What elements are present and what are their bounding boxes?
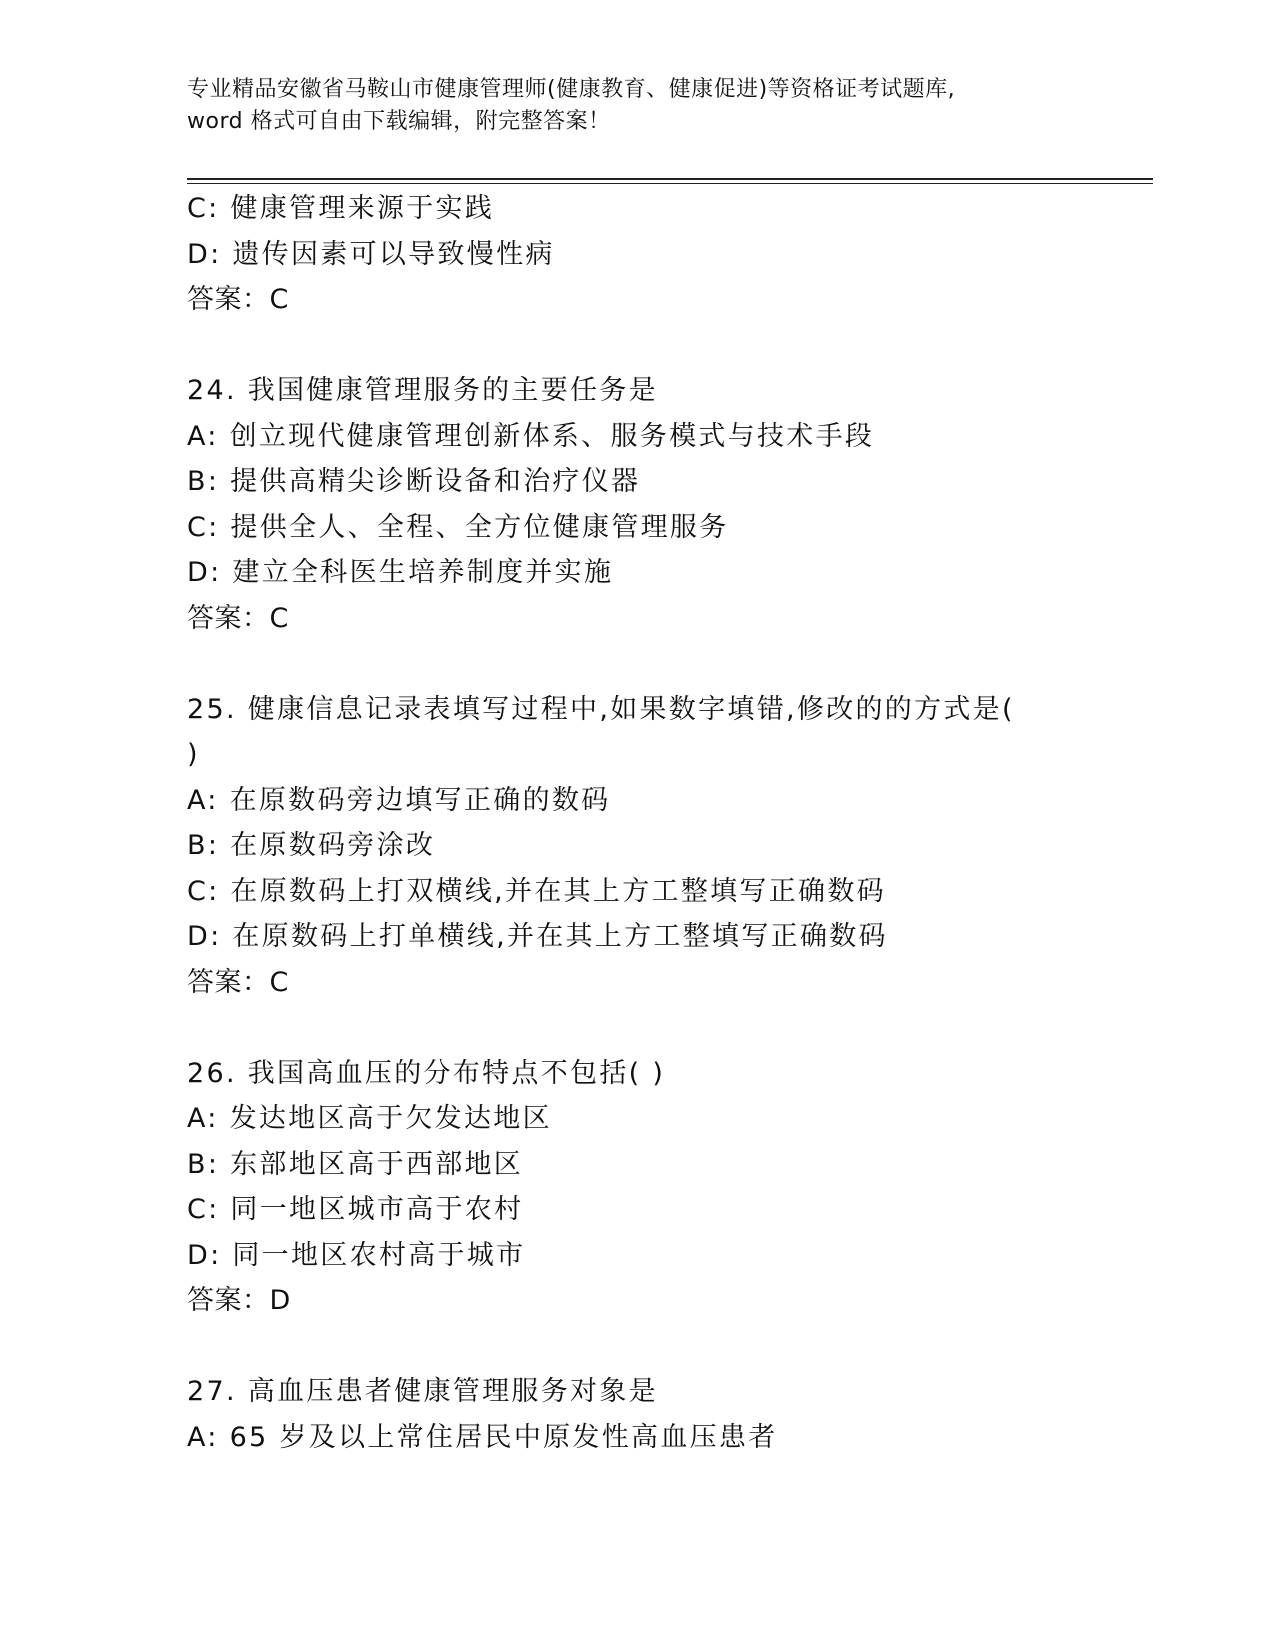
spacer [187,323,1153,369]
answer-line: 答案：D [187,1285,291,1316]
spacer [187,1324,1153,1370]
continued-question [187,186,1153,323]
option-c: C: 在原数码上打双横线,并在其上方工整填写正确数码 [187,875,886,907]
header-title-line-1: 专业精品安徽省马鞍山市健康管理师(健康教育、健康促进)等资格证考试题库, [187,77,956,102]
option-a: A: 在原数码旁边填写正确的数码 [187,784,611,816]
answer-line: 答案：C [187,966,289,998]
header-divider-thick [187,178,1153,180]
option-d: D: 同一地区农村高于城市 [187,1239,526,1271]
question-stem-continued: ) [187,739,200,770]
header-title-line-2: word 格式可自由下载编辑，附完整答案！ [187,109,611,134]
question-stem: 27. 高血压患者健康管理服务对象是 [187,1376,658,1407]
question-25 [187,687,1153,1006]
option-d: D: 遗传因素可以导致慢性病 [187,238,555,270]
option-b: B: 东部地区高于西部地区 [187,1148,524,1180]
spacer [187,1005,1153,1051]
header-divider-thin [187,183,1153,184]
option-c: C: 同一地区城市高于农村 [187,1194,524,1225]
question-stem: 24. 我国健康管理服务的主要任务是 [187,375,658,406]
option-c: C: 健康管理来源于实践 [187,193,495,224]
question-26 [187,1051,1153,1324]
answer-line: 答案：C [187,602,289,634]
option-a: A: 发达地区高于欠发达地区 [187,1103,552,1134]
question-content [187,186,1153,1460]
question-stem: 26. 我国高血压的分布特点不包括( ) [187,1057,666,1089]
option-a: A: 创立现代健康管理创新体系、服务模式与技术手段 [187,420,875,452]
option-d: D: 在原数码上打单横线,并在其上方工整填写正确数码 [187,921,888,952]
option-c: C: 提供全人、全程、全方位健康管理服务 [187,511,729,543]
option-a: A: 65 岁及以上常住居民中原发性高血压患者 [187,1421,778,1453]
document-header [187,74,1087,138]
option-b: B: 提供高精尖诊断设备和治疗仪器 [187,466,641,497]
option-b: B: 在原数码旁涂改 [187,830,436,861]
question-stem: 25. 健康信息记录表填写过程中,如果数字填错,修改的的方式是( [187,693,1015,725]
question-27 [187,1369,1153,1460]
answer-line: 答案：C [187,284,289,315]
spacer [187,641,1153,687]
option-d: D: 建立全科医生培养制度并实施 [187,557,614,588]
question-24 [187,368,1153,641]
